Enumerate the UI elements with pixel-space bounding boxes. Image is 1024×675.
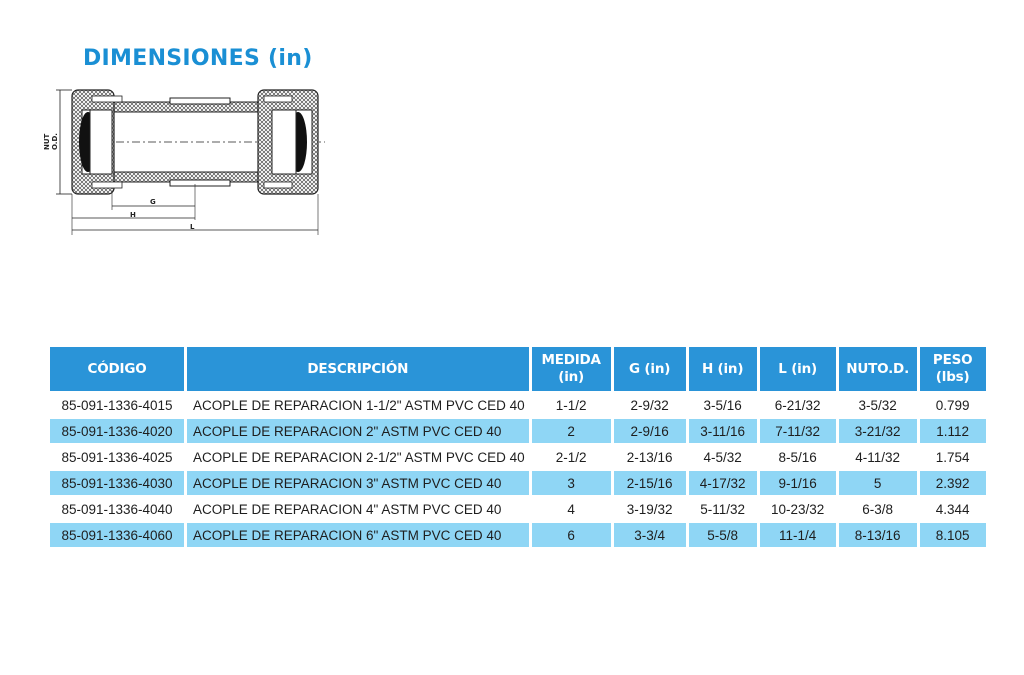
cell-h: 5-11/32 bbox=[700, 501, 746, 517]
cell-medida: 2-1/2 bbox=[555, 449, 587, 465]
l-label: L bbox=[190, 223, 195, 231]
header-descripcion: DESCRIPCIÓN bbox=[187, 347, 529, 391]
cell-g: 2-9/32 bbox=[630, 397, 669, 413]
cell-g: 3-3/4 bbox=[614, 523, 686, 547]
cell-h: 4-17/32 bbox=[689, 471, 757, 495]
coupling-dimension-drawing bbox=[40, 80, 340, 245]
cell-peso: 2.392 bbox=[920, 471, 986, 495]
cell-nutod: 8-13/16 bbox=[839, 523, 917, 547]
cell-peso: 1.112 bbox=[920, 419, 986, 443]
cell-descripcion: ACOPLE DE REPARACION 2-1/2" ASTM PVC CED 40 bbox=[193, 449, 525, 465]
cell-codigo: 85-091-1336-4030 bbox=[50, 471, 184, 495]
header-h: H (in) bbox=[689, 347, 757, 391]
header-peso bbox=[920, 347, 986, 391]
table-row bbox=[50, 497, 986, 521]
table-row bbox=[50, 523, 986, 547]
cell-l: 11-1/4 bbox=[760, 523, 836, 547]
cell-nutod: 3-5/32 bbox=[858, 397, 897, 413]
header-l: L (in) bbox=[760, 347, 836, 391]
h-label: H bbox=[130, 211, 136, 219]
nut-od-label-2: O.D. bbox=[51, 133, 59, 150]
dimensions-table bbox=[47, 345, 989, 549]
cell-g: 2-13/16 bbox=[626, 449, 673, 465]
cell-descripcion: ACOPLE DE REPARACION 1-1/2" ASTM PVC CED 40 bbox=[193, 397, 525, 413]
cell-g: 2-9/16 bbox=[614, 419, 686, 443]
cell-l: 6-21/32 bbox=[774, 397, 821, 413]
cell-descripcion: ACOPLE DE REPARACION 4" ASTM PVC CED 40 bbox=[193, 501, 502, 517]
cell-peso: 0.799 bbox=[935, 397, 970, 413]
header-g: G (in) bbox=[614, 347, 686, 391]
header-medida-line1: MEDIDA bbox=[541, 352, 601, 368]
cell-codigo: 85-091-1336-4020 bbox=[50, 419, 184, 443]
cell-g: 2-15/16 bbox=[614, 471, 686, 495]
cell-nutod: 4-11/32 bbox=[855, 449, 901, 465]
cell-peso: 8.105 bbox=[920, 523, 986, 547]
cell-h: 3-5/16 bbox=[703, 397, 742, 413]
header-codigo: CÓDIGO bbox=[50, 347, 184, 391]
cell-l: 8-5/16 bbox=[778, 449, 817, 465]
header-medida bbox=[532, 347, 611, 391]
table-row bbox=[50, 471, 986, 495]
header-nutod: NUTO.D. bbox=[839, 347, 917, 391]
cell-nutod: 5 bbox=[839, 471, 917, 495]
cell-h: 5-5/8 bbox=[689, 523, 757, 547]
cell-h: 4-5/32 bbox=[703, 449, 742, 465]
cell-descripcion: ACOPLE DE REPARACION 3" ASTM PVC CED 40 bbox=[187, 471, 529, 495]
cell-peso: 4.344 bbox=[935, 501, 970, 517]
g-label: G bbox=[150, 198, 156, 206]
header-peso-line2: (lbs) bbox=[935, 369, 970, 385]
cell-codigo: 85-091-1336-4025 bbox=[61, 449, 173, 465]
cell-codigo: 85-091-1336-4060 bbox=[50, 523, 184, 547]
nut-od-label: NUT bbox=[43, 133, 51, 150]
cell-l: 9-1/16 bbox=[760, 471, 836, 495]
cell-descripcion: ACOPLE DE REPARACION 2" ASTM PVC CED 40 bbox=[187, 419, 529, 443]
cell-medida: 4 bbox=[567, 501, 575, 517]
table-row bbox=[50, 445, 986, 469]
cell-codigo: 85-091-1336-4040 bbox=[61, 501, 173, 517]
cell-nutod: 3-21/32 bbox=[839, 419, 917, 443]
cell-nutod: 6-3/8 bbox=[862, 501, 894, 517]
cell-medida: 1-1/2 bbox=[555, 397, 587, 413]
cell-g: 3-19/32 bbox=[626, 501, 673, 517]
cell-l: 7-11/32 bbox=[760, 419, 836, 443]
cell-codigo: 85-091-1336-4015 bbox=[61, 397, 173, 413]
table-row bbox=[50, 393, 986, 417]
table-row bbox=[50, 419, 986, 443]
cell-medida: 3 bbox=[532, 471, 611, 495]
cell-h: 3-11/16 bbox=[689, 419, 757, 443]
cell-medida: 6 bbox=[532, 523, 611, 547]
cell-l: 10-23/32 bbox=[770, 501, 825, 517]
page-title: DIMENSIONES (in) bbox=[83, 46, 313, 71]
table-header-row bbox=[50, 347, 986, 391]
cell-peso: 1.754 bbox=[935, 449, 970, 465]
header-peso-line1: PESO bbox=[932, 352, 973, 368]
cell-descripcion: ACOPLE DE REPARACION 6" ASTM PVC CED 40 bbox=[187, 523, 529, 547]
header-medida-line2: (in) bbox=[558, 369, 585, 385]
cell-medida: 2 bbox=[532, 419, 611, 443]
